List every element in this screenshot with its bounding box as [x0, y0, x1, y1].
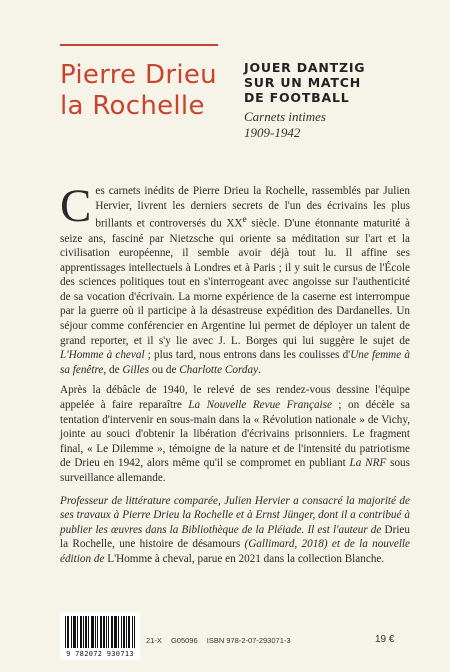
paragraph-2: Après la débâcle de 1940, le relevé de ses rendez-vous dessine l'équipe appelée à faire reparaître La Nouvelle Revue Française ; on décèle sa tentation d'intervenir en sous-main dans la « Révolution nationale » de Vichy, jointe au souci d'obtenir la libération d'écrivains prisonniers. Le fragment final, « Le Dilemme », témoigne de la nature et de l'intensité du patriotisme de Drieu en 1942, alors même qu'il se compromet en publiant La NRF sous surveillance allemande. [60, 384, 410, 485]
catalog-codes [146, 636, 298, 645]
barcode-bars [65, 616, 135, 650]
author-name [60, 60, 230, 122]
author-line-2: la Rochelle [60, 91, 205, 121]
drop-cap: C [60, 180, 92, 232]
code-1: 21-X [146, 636, 162, 645]
price: 19 € [375, 634, 395, 645]
title-line-2: SUR UN MATCH [244, 75, 361, 90]
isbn: ISBN 978-2-07-293071-3 [206, 636, 291, 645]
accent-rule [60, 44, 218, 46]
subtitle: Carnets intimes [244, 109, 326, 124]
author-bio: Professeur de littérature comparée, Julien Hervier a consacré la majorité de ses travaux à Pierre Drieu la Rochelle et à Ernst Jünger, dont il a contribué à publier les œuvres dans la Bibliothèque de la Pléiade. Il est l'auteur de Drieu la Rochelle, une histoire de désamours (Gallimard, 2018) et de la nouvelle édition de L'Homme à cheval, parue en 2021 dans la collection Blanche. [60, 494, 410, 565]
author-line-1: Pierre Drieu [60, 60, 217, 90]
paragraph-1: Ces carnets inédits de Pierre Drieu la Rochelle, rassemblés par Julien Hervier, livrent les derniers secrets de l'un des écrivains les plus brillants et controversés du XXe siècle. D'une étonnante maturité à seize ans, fasciné par Nietzsche qui oriente sa méditation sur l'art et la civilisation européenne, il semble avoir déjà tout lu. Il affine ses apprentissages intellectuels à Londres et à Paris ; il y suit le cursus de l'École des sciences politiques tout en s'interrogeant avec angoisse sur l'authenticité de sa vocation d'écrivain. La morne expérience de la caserne est interrompue par la guerre où il participe à la désastreuse expédition des Dardanelles. Un séjour comme conférencier en Argentine lui permet de déployer un talent de grand reporter, et il s'y lie avec J. L. Borges qui lui suggère le sujet de L'Homme à cheval ; plus tard, nous entrons dans les coulisses d'Une femme à sa fenêtre, de Gilles ou de Charlotte Corday. [60, 180, 411, 376]
title-line-3: DE FOOTBALL [244, 90, 350, 105]
book-title-block [244, 60, 414, 141]
code-2: G05096 [170, 636, 198, 645]
blurb [60, 180, 411, 573]
barcode [60, 612, 140, 660]
barcode-digits: 9 782072 930713 [66, 650, 134, 658]
date-range: 1909-1942 [244, 125, 301, 140]
title-line-1: JOUER DANTZIG [244, 60, 366, 75]
